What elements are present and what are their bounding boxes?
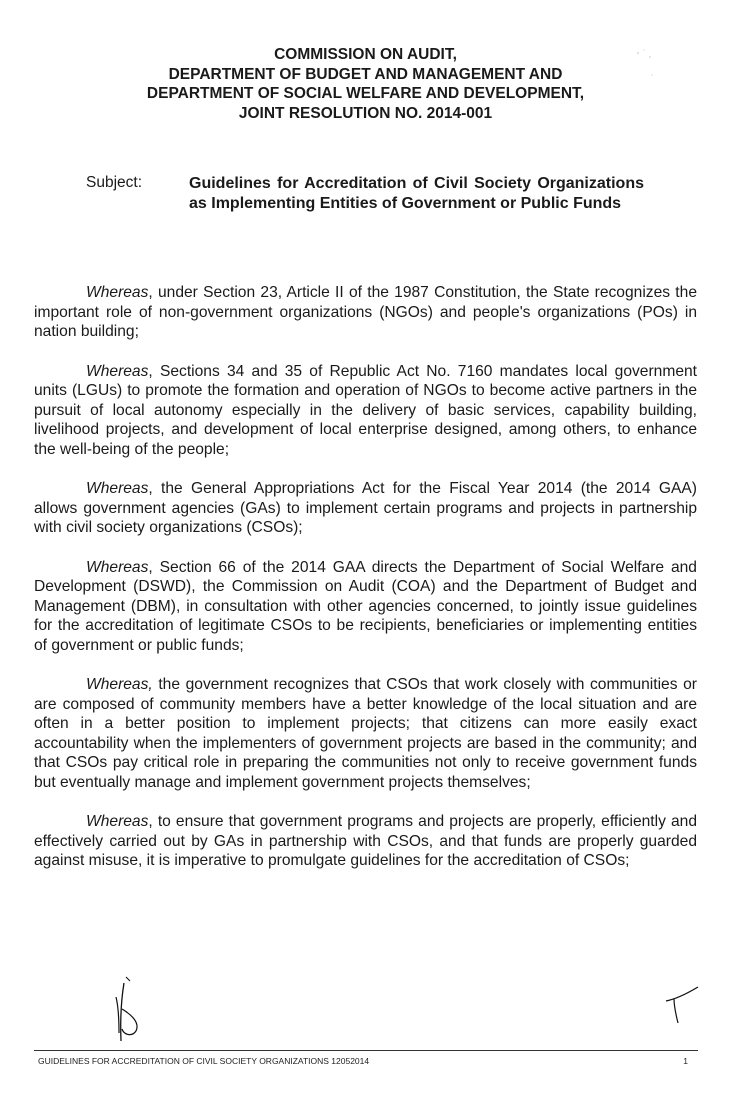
whereas-lead: Whereas xyxy=(86,284,149,301)
whereas-lead: Whereas xyxy=(86,480,149,497)
paragraph-text: , the General Appropriations Act for the Fiscal Year 2014 (the 2014 GAA) allows government agencies (GAs) to implement certain programs and projects in partnership with civil society organizations (CSOs); xyxy=(34,480,697,536)
subject-label: Subject: xyxy=(86,174,143,191)
paragraph-text: the government recognizes that CSOs that work closely with communities or are composed of community members have a better knowledge of the local situation and are often in a better position to implement projects; that citizens can more easily exact accountability when the implementers of government projects are based in the community; and that CSOs pay critical role in preparing the communities not only to receive government funds but eventually manage and implement government projects themselves; xyxy=(34,676,697,791)
initial-signature-right xyxy=(662,983,704,1025)
footer-title: GUIDELINES FOR ACCREDITATION OF CIVIL SOCIETY ORGANIZATIONS 12052014 xyxy=(38,1056,370,1066)
resolution-header xyxy=(0,45,731,123)
whereas-paragraph-1 xyxy=(34,283,697,342)
resolution-body xyxy=(34,283,697,891)
paragraph-text: , to ensure that government programs and projects are properly, efficiently and effectively carried out by GAs in partnership with CSOs, and that funds are properly guarded against misuse, it is imperative to promulgate guidelines for the accreditation of CSOs; xyxy=(34,813,697,869)
whereas-paragraph-2 xyxy=(34,362,697,460)
whereas-lead: Whereas xyxy=(86,558,149,576)
whereas-paragraph-3 xyxy=(34,479,697,538)
subject-text: Guidelines for Accreditation of Civil Society Organizations as Implementing Entities of Government or Public Funds xyxy=(189,175,644,212)
paragraph-text: , under Section 23, Article II of the 1987 Constitution, the State recognizes the important role of non-government organizations (NGOs) and people's organizations (POs) in nation building; xyxy=(34,284,697,340)
initial-signature-left xyxy=(110,975,160,1045)
paragraph-text: , Section 66 of the 2014 GAA directs the Department of Social Welfare and Development (DSWD), the Commission on Audit (COA) and the Department of Budget and Management (DBM), in consultation with other agencies concerned, to jointly issue guidelines for the accreditation of legitimate CSOs to be recipients, beneficiaries or implementing entities of government or public funds; xyxy=(34,558,697,654)
header-line-4: JOINT RESOLUTION NO. 2014-001 xyxy=(238,104,493,122)
footer-divider xyxy=(34,1050,698,1051)
header-line-3: DEPARTMENT OF SOCIAL WELFARE AND DEVELOPMENT, xyxy=(146,85,585,102)
whereas-paragraph-4 xyxy=(34,558,697,656)
whereas-paragraph-5 xyxy=(34,675,697,792)
paragraph-text: , Sections 34 and 35 of Republic Act No. 7160 mandates local government units (LGUs) to promote the formation and operation of NGOs to become active partners in the pursuit of local autonomy especially in the delivery of basic services, capability building, livelihood projects, and development of local enterprise designed, among others, to enhance the well-being of the people; xyxy=(34,362,697,458)
whereas-lead: Whereas xyxy=(86,362,149,380)
whereas-paragraph-6 xyxy=(34,812,697,871)
whereas-lead: Whereas, xyxy=(86,676,153,693)
page-number: 1 xyxy=(683,1056,688,1066)
header-line-1: COMMISSION ON AUDIT, xyxy=(274,46,457,63)
whereas-lead: Whereas xyxy=(86,813,149,830)
header-line-2: DEPARTMENT OF BUDGET AND MANAGEMENT AND xyxy=(168,65,563,83)
